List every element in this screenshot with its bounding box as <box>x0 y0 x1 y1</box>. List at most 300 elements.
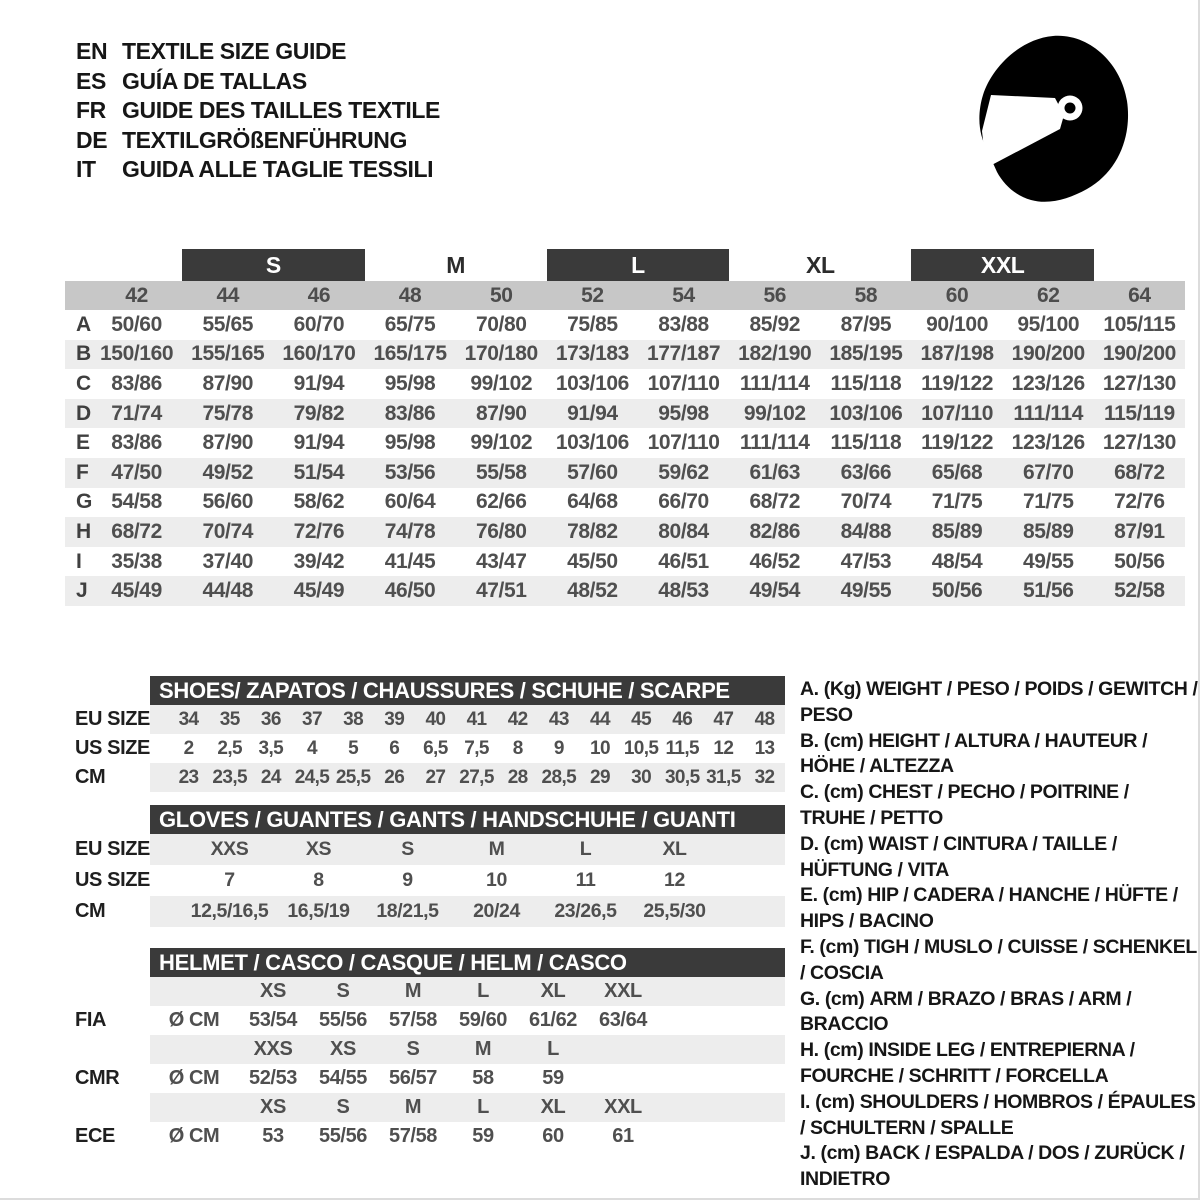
column-header: 62 <box>1036 283 1060 307</box>
gloves-row-cm <box>65 896 785 927</box>
value-cell: 49/52 <box>202 460 254 484</box>
value-cell: 87/95 <box>840 312 892 336</box>
value-cell: 61 <box>612 1125 634 1147</box>
value-cell: 105/115 <box>1103 312 1176 336</box>
value-cell: 187/198 <box>920 342 994 366</box>
value-cell: 83/86 <box>111 431 162 455</box>
value-cell: 10,5 <box>623 737 659 759</box>
value-cell: 60/70 <box>293 312 345 336</box>
value-cell: 115/118 <box>830 431 902 455</box>
value-cell: 72/76 <box>1114 490 1165 514</box>
helmet-sizes-row-ece <box>65 1093 785 1122</box>
value-cell: 45 <box>631 708 652 730</box>
language-row <box>76 155 440 185</box>
size-number-row <box>65 281 1185 310</box>
legend-item-h <box>800 1038 1198 1090</box>
value-cell: 61/62 <box>528 1009 578 1031</box>
size-cell: S <box>336 980 350 1002</box>
value-cell: 54/55 <box>318 1067 368 1089</box>
language-label: GUÍA DE TALLAS <box>122 67 307 94</box>
legend-item-b <box>800 729 1198 781</box>
value-cell: 123/126 <box>1011 431 1085 455</box>
value-cell: 182/190 <box>738 342 812 366</box>
value-cell: 115/119 <box>1104 401 1175 425</box>
legend-key: A. <box>800 678 819 700</box>
helmet-rows <box>65 977 785 1151</box>
value-cell: 91/94 <box>293 371 345 395</box>
legend-text: CHEST / PECHO / POITRINE / TRUHE / PETTO <box>800 781 1129 829</box>
value-cell: 46/52 <box>749 549 801 573</box>
legend-key: I. <box>800 1090 811 1113</box>
value-cell: 48/52 <box>567 579 618 603</box>
value-cell: 43 <box>548 708 569 730</box>
value-cell: 111/114 <box>1013 401 1084 425</box>
value-cell: 35 <box>219 708 240 730</box>
legend-text: WAIST / CINTURA / TAILLE / HÜFTUNG / VITA <box>800 832 1117 881</box>
row-values <box>150 705 785 734</box>
size-cell: XXL <box>604 1096 642 1118</box>
value-cell: 55/65 <box>202 312 254 336</box>
value-cell: 190/200 <box>1011 342 1085 366</box>
value-cell: 47/53 <box>840 549 892 573</box>
legend-item-j <box>800 1141 1198 1193</box>
value-cell: 18/21,5 <box>376 900 439 922</box>
legend-text: HIP / CADERA / HANCHE / HÜFTE / HIPS / BACINO <box>800 884 1178 933</box>
language-label: TEXTILE SIZE GUIDE <box>122 38 347 64</box>
row-values <box>150 1122 785 1151</box>
value-cell: 57/58 <box>388 1125 438 1147</box>
value-cell: 49/55 <box>1022 549 1074 573</box>
value-cell: 67/70 <box>1022 460 1074 484</box>
legend-unit: (cm) <box>823 781 864 804</box>
value-cell: 95/98 <box>658 401 709 425</box>
value-cell: 13 <box>754 737 775 759</box>
row-label <box>65 1093 150 1122</box>
value-cell: 71/75 <box>1022 490 1074 514</box>
table-row-i <box>65 547 1185 577</box>
value-cell: 127/130 <box>1102 371 1176 395</box>
value-cell: 28,5 <box>541 766 577 788</box>
column-header: 64 <box>1128 283 1151 307</box>
value-cell: 103/106 <box>555 431 629 455</box>
value-cell: 190/200 <box>1102 342 1176 366</box>
language-code: IT <box>76 156 96 182</box>
value-cell: 165/175 <box>373 342 447 366</box>
value-cell: 87/90 <box>475 401 527 425</box>
value-cell: 155/165 <box>191 342 265 366</box>
value-cell: 51/56 <box>1022 579 1074 603</box>
value-cell: 30 <box>631 766 652 788</box>
legend-item-e <box>800 883 1198 935</box>
value-cell: 95/98 <box>384 431 436 455</box>
row-label: CM <box>75 766 106 788</box>
value-cell: 12 <box>664 869 685 891</box>
row-values <box>150 896 785 927</box>
language-code: EN <box>76 38 108 64</box>
legend-key: G. <box>800 987 820 1010</box>
shoes-section-title: SHOES/ ZAPATOS / CHAUSSURES / SCHUHE / SCARPE <box>150 676 785 705</box>
language-label: TEXTILGRÖßENFÜHRUNG <box>122 126 407 153</box>
row-label: CM <box>75 900 106 922</box>
size-cell: XS <box>260 980 286 1002</box>
row-label <box>65 977 150 1006</box>
column-header: 52 <box>581 283 604 307</box>
value-cell: 111/114 <box>739 371 810 395</box>
value-cell: 59 <box>542 1067 564 1089</box>
value-cell: XL <box>662 838 687 860</box>
value-cell: 76/80 <box>475 519 527 543</box>
row-values <box>150 1006 785 1035</box>
legend-item-f <box>800 935 1198 987</box>
value-cell: 95/98 <box>384 371 436 395</box>
language-code: ES <box>76 67 106 94</box>
value-cell: 29 <box>590 766 610 788</box>
value-cell: 70/80 <box>475 312 527 336</box>
value-cell: 56/57 <box>388 1067 438 1089</box>
helmet-section-title: HELMET / CASCO / CASQUE / HELM / CASCO <box>150 948 785 977</box>
table-row-e <box>65 428 1185 458</box>
unit-label: Ø CM <box>168 1009 220 1031</box>
value-cell: 23/26,5 <box>554 900 617 922</box>
row-values <box>150 865 785 896</box>
racing-helmet-icon <box>975 33 1135 205</box>
column-header: 56 <box>763 283 787 307</box>
bottom-sections <box>65 676 785 1151</box>
value-cell: 45/49 <box>111 579 162 603</box>
legend-key: D. <box>800 832 819 855</box>
value-cell: 59 <box>472 1125 494 1147</box>
value-cell: 56/60 <box>202 490 254 514</box>
value-cell: 55/58 <box>475 460 527 484</box>
shoes-row-eu-size <box>65 705 785 734</box>
value-cell: 80/84 <box>658 519 709 543</box>
legend-text: ARM / BRAZO / BRAS / ARM / BRACCIO <box>800 987 1132 1036</box>
value-cell: 50/56 <box>1114 549 1165 573</box>
size-cell: XL <box>540 1096 566 1118</box>
helmet-sizes-row-cmr <box>65 1035 785 1064</box>
value-cell: 8 <box>512 737 523 759</box>
value-cell: 46/50 <box>384 579 436 603</box>
language-row <box>76 126 440 156</box>
value-cell: 103/106 <box>555 371 629 395</box>
row-letter: I <box>76 549 82 573</box>
value-cell: 37 <box>302 708 322 730</box>
value-cell: 10 <box>590 737 610 759</box>
size-cell: S <box>406 1038 420 1060</box>
row-letter: G <box>76 490 92 514</box>
value-cell: 38 <box>343 708 364 730</box>
value-cell: 68/72 <box>111 519 162 543</box>
legend-unit: (cm) <box>823 832 864 855</box>
legend-unit: (cm) <box>824 987 865 1010</box>
value-cell: 48/54 <box>931 549 983 573</box>
value-cell: S <box>401 838 414 860</box>
value-cell: 63/66 <box>840 460 892 484</box>
value-cell: 27,5 <box>459 766 494 788</box>
value-cell: 39/42 <box>293 549 345 573</box>
value-cell: 52/58 <box>1114 579 1165 603</box>
value-cell: 107/110 <box>647 371 720 395</box>
size-cell: L <box>477 1096 489 1118</box>
row-label: US SIZE <box>75 869 150 891</box>
value-cell: 65/75 <box>384 312 436 336</box>
size-cell: L <box>547 1038 559 1060</box>
value-cell: 5 <box>348 737 359 759</box>
row-letter: A <box>76 312 91 336</box>
helmet-sizes-row-fia <box>65 977 785 1006</box>
value-cell: 75/78 <box>202 401 254 425</box>
value-cell: 37/40 <box>202 549 254 573</box>
row-values <box>150 1064 785 1093</box>
value-cell: 57/60 <box>567 460 618 484</box>
value-cell: 68/72 <box>1114 460 1165 484</box>
value-cell: 12,5/16,5 <box>190 900 269 922</box>
value-cell: 170/180 <box>464 342 538 366</box>
value-cell: 115/118 <box>830 371 902 395</box>
textile-table-body <box>65 310 1185 606</box>
value-cell: 99/102 <box>470 431 533 455</box>
table-row-b <box>65 340 1185 370</box>
value-cell: 99/102 <box>743 401 806 425</box>
value-cell: 95/100 <box>1017 312 1080 336</box>
size-cell: XXL <box>604 980 642 1002</box>
legend-item-d <box>800 832 1198 884</box>
column-header: 48 <box>398 283 422 307</box>
value-cell: 6 <box>389 737 400 759</box>
language-row <box>76 37 440 67</box>
value-cell: 87/91 <box>1114 519 1165 543</box>
value-cell: 50/56 <box>931 579 983 603</box>
value-cell: 111/114 <box>739 431 810 455</box>
shoes-row-cm <box>65 763 785 792</box>
size-group-l: L <box>547 249 729 281</box>
row-label: EU SIZE <box>75 838 150 860</box>
size-cell: XL <box>540 980 566 1002</box>
value-cell: 90/100 <box>926 312 988 336</box>
value-cell: 24,5 <box>294 766 330 788</box>
language-label: GUIDA ALLE TAGLIE TESSILI <box>122 156 434 182</box>
column-header: 46 <box>307 283 331 307</box>
size-group-xxl: XXL <box>911 249 1093 281</box>
value-cell: 7 <box>224 869 235 891</box>
language-code: FR <box>76 97 106 123</box>
legend-unit: (cm) <box>819 935 859 958</box>
legend-key: B. <box>800 729 819 752</box>
size-cell: L <box>477 980 489 1002</box>
row-label <box>65 1035 150 1064</box>
value-cell: 31,5 <box>706 766 741 788</box>
value-cell: 49/54 <box>749 579 801 603</box>
legend-unit: (cm) <box>822 884 863 907</box>
legend-unit: (cm) <box>815 1090 855 1113</box>
value-cell: 51/54 <box>293 460 345 484</box>
value-cell: 49/55 <box>840 579 892 603</box>
gloves-row-eu-size <box>65 834 785 865</box>
size-group-row <box>65 249 1185 281</box>
size-group-m: M <box>446 251 466 278</box>
column-header: 54 <box>672 283 695 307</box>
standard-label: CMR <box>75 1067 120 1089</box>
value-cell: 150/160 <box>100 342 174 366</box>
value-cell: 58/62 <box>293 490 345 514</box>
value-cell: 41/45 <box>384 549 436 573</box>
table-row-c <box>65 369 1185 399</box>
value-cell: 53/56 <box>384 460 436 484</box>
row-label: EU SIZE <box>75 708 150 730</box>
value-cell: 44 <box>590 708 610 730</box>
textile-size-table <box>65 249 1185 606</box>
value-cell: 127/130 <box>1102 431 1176 455</box>
value-cell: 78/82 <box>567 519 618 543</box>
value-cell: 71/74 <box>111 401 162 425</box>
table-row-j <box>65 576 1185 606</box>
value-cell: 60/64 <box>384 490 436 514</box>
row-letter: F <box>76 460 89 484</box>
legend-key: J. <box>800 1142 816 1165</box>
value-cell: 27 <box>425 766 446 788</box>
value-cell: 25,5 <box>335 766 371 788</box>
value-cell: 60 <box>542 1125 564 1147</box>
table-row-h <box>65 517 1185 547</box>
value-cell: 119/122 <box>921 371 994 395</box>
legend-unit: (cm) <box>823 1039 864 1062</box>
value-cell: 35/38 <box>111 549 162 573</box>
value-cell: 3,5 <box>258 737 284 759</box>
size-cell: M <box>404 980 422 1002</box>
value-cell: 85/89 <box>1022 519 1074 543</box>
value-cell: L <box>579 838 592 860</box>
legend-text: WEIGHT / PESO / POIDS / GEWITCH / PESO <box>800 678 1198 726</box>
value-cell: 6,5 <box>423 737 448 759</box>
value-cell: 99/102 <box>470 371 533 395</box>
value-cell: 119/122 <box>921 431 994 455</box>
size-cell: XS <box>260 1096 286 1118</box>
value-cell: 43/47 <box>475 549 527 573</box>
value-cell: 185/195 <box>829 342 903 366</box>
value-cell: 87/90 <box>202 371 254 395</box>
value-cell: 70/74 <box>840 490 892 514</box>
value-cell: 64/68 <box>567 490 618 514</box>
value-cell: 11,5 <box>665 737 700 759</box>
value-cell: 34 <box>178 708 199 730</box>
size-cell: XXS <box>253 1038 293 1060</box>
legend-text: TIGH / MUSLO / CUISSE / SCHENKEL / COSCIA <box>800 935 1197 984</box>
value-cell: 59/60 <box>458 1009 508 1031</box>
value-cell: 11 <box>575 869 596 891</box>
language-code: DE <box>76 126 108 153</box>
table-row-a <box>65 310 1185 340</box>
value-cell: 52/53 <box>248 1067 298 1089</box>
value-cell: 58 <box>472 1067 494 1089</box>
value-cell: 40 <box>425 708 446 730</box>
value-cell: 85/89 <box>931 519 983 543</box>
value-cell: M <box>488 838 505 860</box>
value-cell: 26 <box>384 766 405 788</box>
row-letter: C <box>76 371 91 395</box>
value-cell: 85/92 <box>749 312 801 336</box>
row-letter: D <box>76 401 91 425</box>
value-cell: 65/68 <box>931 460 983 484</box>
value-cell: 68/72 <box>749 490 801 514</box>
value-cell: 47/51 <box>475 579 527 603</box>
size-group-s: S <box>182 249 364 281</box>
legend-key: E. <box>800 884 818 907</box>
value-cell: XXS <box>210 838 249 860</box>
row-letter: H <box>76 519 91 543</box>
value-cell: 57/58 <box>388 1009 438 1031</box>
gloves-rows <box>65 834 785 927</box>
legend-item-c <box>800 780 1198 832</box>
size-cell: M <box>404 1096 422 1118</box>
value-cell: 63/64 <box>598 1009 648 1031</box>
value-cell: 53/54 <box>248 1009 298 1031</box>
table-row-f <box>65 458 1185 488</box>
value-cell: 84/88 <box>840 519 892 543</box>
value-cell: 70/74 <box>202 519 254 543</box>
value-cell: 71/75 <box>931 490 983 514</box>
row-letter: B <box>76 342 91 366</box>
helmet-values-row-cmr <box>65 1064 785 1093</box>
helmet-values-row-ece <box>65 1122 785 1151</box>
size-cell: XS <box>330 1038 356 1060</box>
shoes-row-us-size <box>65 734 785 763</box>
row-letter: E <box>76 431 90 455</box>
value-cell: 36 <box>260 708 281 730</box>
value-cell: 62/66 <box>475 490 527 514</box>
value-cell: 9 <box>553 737 564 759</box>
column-header: 42 <box>125 283 148 307</box>
language-row <box>76 96 440 126</box>
value-cell: 41 <box>466 708 487 730</box>
value-cell: 47 <box>713 708 734 730</box>
value-cell: 103/106 <box>829 401 903 425</box>
value-cell: 74/78 <box>384 519 436 543</box>
helmet-values-row-fia <box>65 1006 785 1035</box>
legend-item-a <box>800 677 1198 729</box>
value-cell: 53 <box>262 1125 284 1147</box>
value-cell: 46/51 <box>658 549 709 573</box>
row-values <box>150 1093 785 1122</box>
value-cell: 48/53 <box>658 579 709 603</box>
legend-text: HEIGHT / ALTURA / HAUTEUR / HÖHE / ALTEZZA <box>800 729 1148 778</box>
legend-text: BACK / ESPALDA / DOS / ZURÜCK / INDIETRO <box>800 1142 1185 1191</box>
size-cell: S <box>336 1096 350 1118</box>
column-header: 58 <box>854 283 878 307</box>
column-header: 50 <box>489 283 513 307</box>
value-cell: 32 <box>754 766 775 788</box>
value-cell: 2,5 <box>217 737 243 759</box>
value-cell: XS <box>305 838 332 860</box>
value-cell: 39 <box>384 708 405 730</box>
legend-item-g <box>800 987 1198 1039</box>
value-cell: 30,5 <box>664 766 700 788</box>
legend-key: F. <box>800 935 815 958</box>
value-cell: 46 <box>672 708 693 730</box>
shoes-rows <box>65 705 785 792</box>
value-cell: 44/48 <box>202 579 254 603</box>
row-letter: J <box>76 579 88 603</box>
legend-key: C. <box>800 781 819 804</box>
value-cell: 177/187 <box>647 342 721 366</box>
value-cell: 83/88 <box>658 312 709 336</box>
legend-key: H. <box>800 1039 819 1062</box>
row-values <box>150 734 785 763</box>
value-cell: 173/183 <box>555 342 629 366</box>
value-cell: 66/70 <box>658 490 709 514</box>
value-cell: 83/86 <box>111 371 162 395</box>
value-cell: 55/56 <box>318 1125 368 1147</box>
value-cell: 91/94 <box>567 401 618 425</box>
